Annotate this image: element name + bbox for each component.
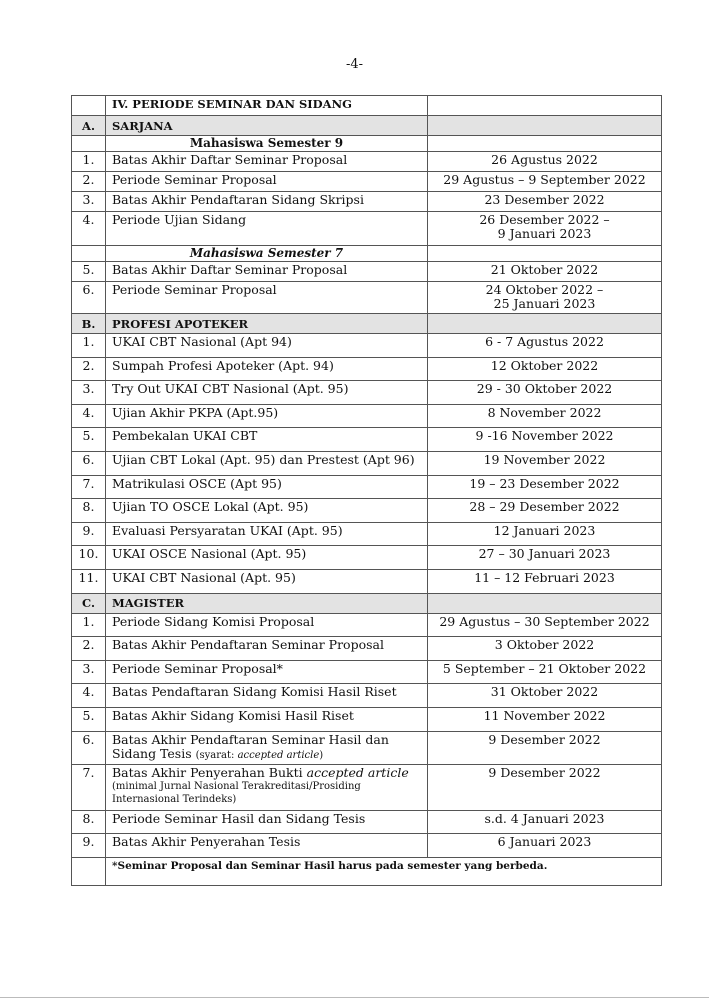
row-date — [428, 212, 662, 246]
row-description-italic: accepted article — [306, 764, 409, 780]
row-date: 11 – 12 Februari 2023 — [428, 569, 662, 593]
table-row — [72, 451, 662, 475]
table-row — [72, 707, 662, 731]
section-name: SARJANA — [106, 116, 428, 136]
row-date-line: 24 Oktober 2022 – — [485, 282, 604, 297]
title-no-cell — [72, 96, 106, 116]
row-number: 6. — [72, 451, 106, 475]
row-date: 6 Januari 2023 — [428, 834, 662, 858]
table-row — [72, 764, 662, 810]
row-date: 9 Desember 2022 — [428, 731, 662, 764]
row-number: 9. — [72, 522, 106, 546]
row-description: Pembekalan UKAI CBT — [106, 428, 428, 452]
row-number: 4. — [72, 684, 106, 708]
title-row — [72, 96, 662, 116]
row-date-line: 25 Januari 2023 — [493, 296, 596, 311]
row-description-line: Sidang Tesis — [112, 745, 192, 761]
row-note: (syarat: accepted article) — [195, 749, 324, 761]
row-date — [428, 282, 662, 314]
row-description: Periode Seminar Proposal — [106, 282, 428, 314]
row-number: 6. — [72, 731, 106, 764]
row-date: 19 – 23 Desember 2022 — [428, 475, 662, 499]
table-row — [72, 546, 662, 570]
row-number: 4. — [72, 404, 106, 428]
row-number: 7. — [72, 764, 106, 810]
row-date: 11 November 2022 — [428, 707, 662, 731]
subheading: Mahasiswa Semester 7 — [106, 246, 428, 262]
table-row — [72, 172, 662, 192]
subheading-row — [72, 136, 662, 152]
row-description: Periode Seminar Proposal — [106, 172, 428, 192]
row-number: 3. — [72, 660, 106, 684]
table-row — [72, 637, 662, 661]
row-description: Batas Akhir Daftar Seminar Proposal — [106, 262, 428, 282]
row-date: 31 Oktober 2022 — [428, 684, 662, 708]
row-description: Batas Akhir Pendaftaran Sidang Skripsi — [106, 192, 428, 212]
table-row — [72, 334, 662, 358]
table-row — [72, 731, 662, 764]
table-row — [72, 660, 662, 684]
section-name: PROFESI APOTEKER — [106, 314, 428, 334]
row-description: Evaluasi Persyaratan UKAI (Apt. 95) — [106, 522, 428, 546]
table-row — [72, 522, 662, 546]
section-header-a — [72, 116, 662, 136]
page-number: -4- — [345, 57, 364, 72]
table-row — [72, 152, 662, 172]
row-description: Periode Seminar Proposal* — [106, 660, 428, 684]
row-number: 10. — [72, 546, 106, 570]
row-description: Periode Ujian Sidang — [106, 212, 428, 246]
table-row — [72, 381, 662, 405]
table-row — [72, 192, 662, 212]
row-description: Batas Akhir Penyerahan Tesis — [106, 834, 428, 858]
row-description: UKAI CBT Nasional (Apt. 95) — [106, 569, 428, 593]
row-date: 29 - 30 Oktober 2022 — [428, 381, 662, 405]
row-date: 21 Oktober 2022 — [428, 262, 662, 282]
row-date: 9 -16 November 2022 — [428, 428, 662, 452]
table-row — [72, 357, 662, 381]
title-date-cell — [428, 96, 662, 116]
row-description: Batas Akhir Pendaftaran Seminar Proposal — [106, 637, 428, 661]
row-date: 12 Januari 2023 — [428, 522, 662, 546]
table-row — [72, 262, 662, 282]
row-number: 1. — [72, 334, 106, 358]
row-number: 9. — [72, 834, 106, 858]
row-number: 5. — [72, 262, 106, 282]
row-number: 7. — [72, 475, 106, 499]
row-date: 27 – 30 Januari 2023 — [428, 546, 662, 570]
row-number: 2. — [72, 357, 106, 381]
row-date: 28 – 29 Desember 2022 — [428, 499, 662, 523]
section-letter: B. — [72, 314, 106, 334]
section-letter: C. — [72, 593, 106, 613]
row-date: 3 Oktober 2022 — [428, 637, 662, 661]
row-number: 8. — [72, 499, 106, 523]
row-description: Sumpah Profesi Apoteker (Apt. 94) — [106, 357, 428, 381]
row-description: Try Out UKAI CBT Nasional (Apt. 95) — [106, 381, 428, 405]
row-description — [106, 731, 428, 764]
schedule-table — [71, 95, 662, 886]
row-date-line: 26 Desember 2022 – — [479, 212, 610, 227]
row-description: UKAI CBT Nasional (Apt 94) — [106, 334, 428, 358]
row-number: 2. — [72, 172, 106, 192]
table-row — [72, 282, 662, 314]
row-description: Periode Seminar Hasil dan Sidang Tesis — [106, 810, 428, 834]
row-number: 8. — [72, 810, 106, 834]
footnote: *Seminar Proposal dan Seminar Hasil harus pada semester yang berbeda. — [106, 857, 662, 885]
section-name: MAGISTER — [106, 593, 428, 613]
table-row — [72, 613, 662, 637]
row-description-line: Batas Akhir Penyerahan Bukti — [112, 764, 307, 780]
table-row — [72, 834, 662, 858]
section-title: IV. PERIODE SEMINAR DAN SIDANG — [106, 96, 428, 116]
row-date: 19 November 2022 — [428, 451, 662, 475]
row-description: Batas Akhir Daftar Seminar Proposal — [106, 152, 428, 172]
table-row — [72, 499, 662, 523]
subheading: Mahasiswa Semester 9 — [106, 136, 428, 152]
row-number: 11. — [72, 569, 106, 593]
row-description: Ujian Akhir PKPA (Apt.95) — [106, 404, 428, 428]
table-row — [72, 404, 662, 428]
row-date: 9 Desember 2022 — [428, 764, 662, 810]
row-date: 29 Agustus – 9 September 2022 — [428, 172, 662, 192]
row-number: 1. — [72, 152, 106, 172]
row-number: 3. — [72, 381, 106, 405]
row-date: 12 Oktober 2022 — [428, 357, 662, 381]
row-number: 1. — [72, 613, 106, 637]
row-number: 5. — [72, 428, 106, 452]
section-header-c — [72, 593, 662, 613]
page-bottom-rule — [0, 997, 709, 998]
row-date: 5 September – 21 Oktober 2022 — [428, 660, 662, 684]
footnote-row — [72, 857, 662, 885]
row-description: Batas Pendaftaran Sidang Komisi Hasil Riset — [106, 684, 428, 708]
table-row — [72, 569, 662, 593]
section-header-b — [72, 314, 662, 334]
row-description: Batas Akhir Sidang Komisi Hasil Riset — [106, 707, 428, 731]
row-date: 26 Agustus 2022 — [428, 152, 662, 172]
row-number: 4. — [72, 212, 106, 246]
row-date: 23 Desember 2022 — [428, 192, 662, 212]
subheading-row — [72, 246, 662, 262]
row-date: 6 - 7 Agustus 2022 — [428, 334, 662, 358]
row-description: Periode Sidang Komisi Proposal — [106, 613, 428, 637]
row-number: 2. — [72, 637, 106, 661]
row-description: Ujian TO OSCE Lokal (Apt. 95) — [106, 499, 428, 523]
table-row — [72, 810, 662, 834]
row-description: Ujian CBT Lokal (Apt. 95) dan Prestest (Apt 96) — [106, 451, 428, 475]
row-note: (minimal Jurnal Nasional Terakreditasi/Prosiding Internasional Terindeks) — [112, 780, 361, 805]
row-description: UKAI OSCE Nasional (Apt. 95) — [106, 546, 428, 570]
row-date-line: 9 Januari 2023 — [497, 226, 592, 241]
row-description: Matrikulasi OSCE (Apt 95) — [106, 475, 428, 499]
table-row — [72, 428, 662, 452]
row-date: 8 November 2022 — [428, 404, 662, 428]
row-description-line: Batas Akhir Pendaftaran Seminar Hasil dan — [112, 731, 389, 747]
row-date: s.d. 4 Januari 2023 — [428, 810, 662, 834]
row-number: 3. — [72, 192, 106, 212]
row-description — [106, 764, 428, 810]
row-number: 5. — [72, 707, 106, 731]
table-row — [72, 684, 662, 708]
row-date: 29 Agustus – 30 September 2022 — [428, 613, 662, 637]
table-row — [72, 212, 662, 246]
section-letter: A. — [72, 116, 106, 136]
row-number: 6. — [72, 282, 106, 314]
table-row — [72, 475, 662, 499]
